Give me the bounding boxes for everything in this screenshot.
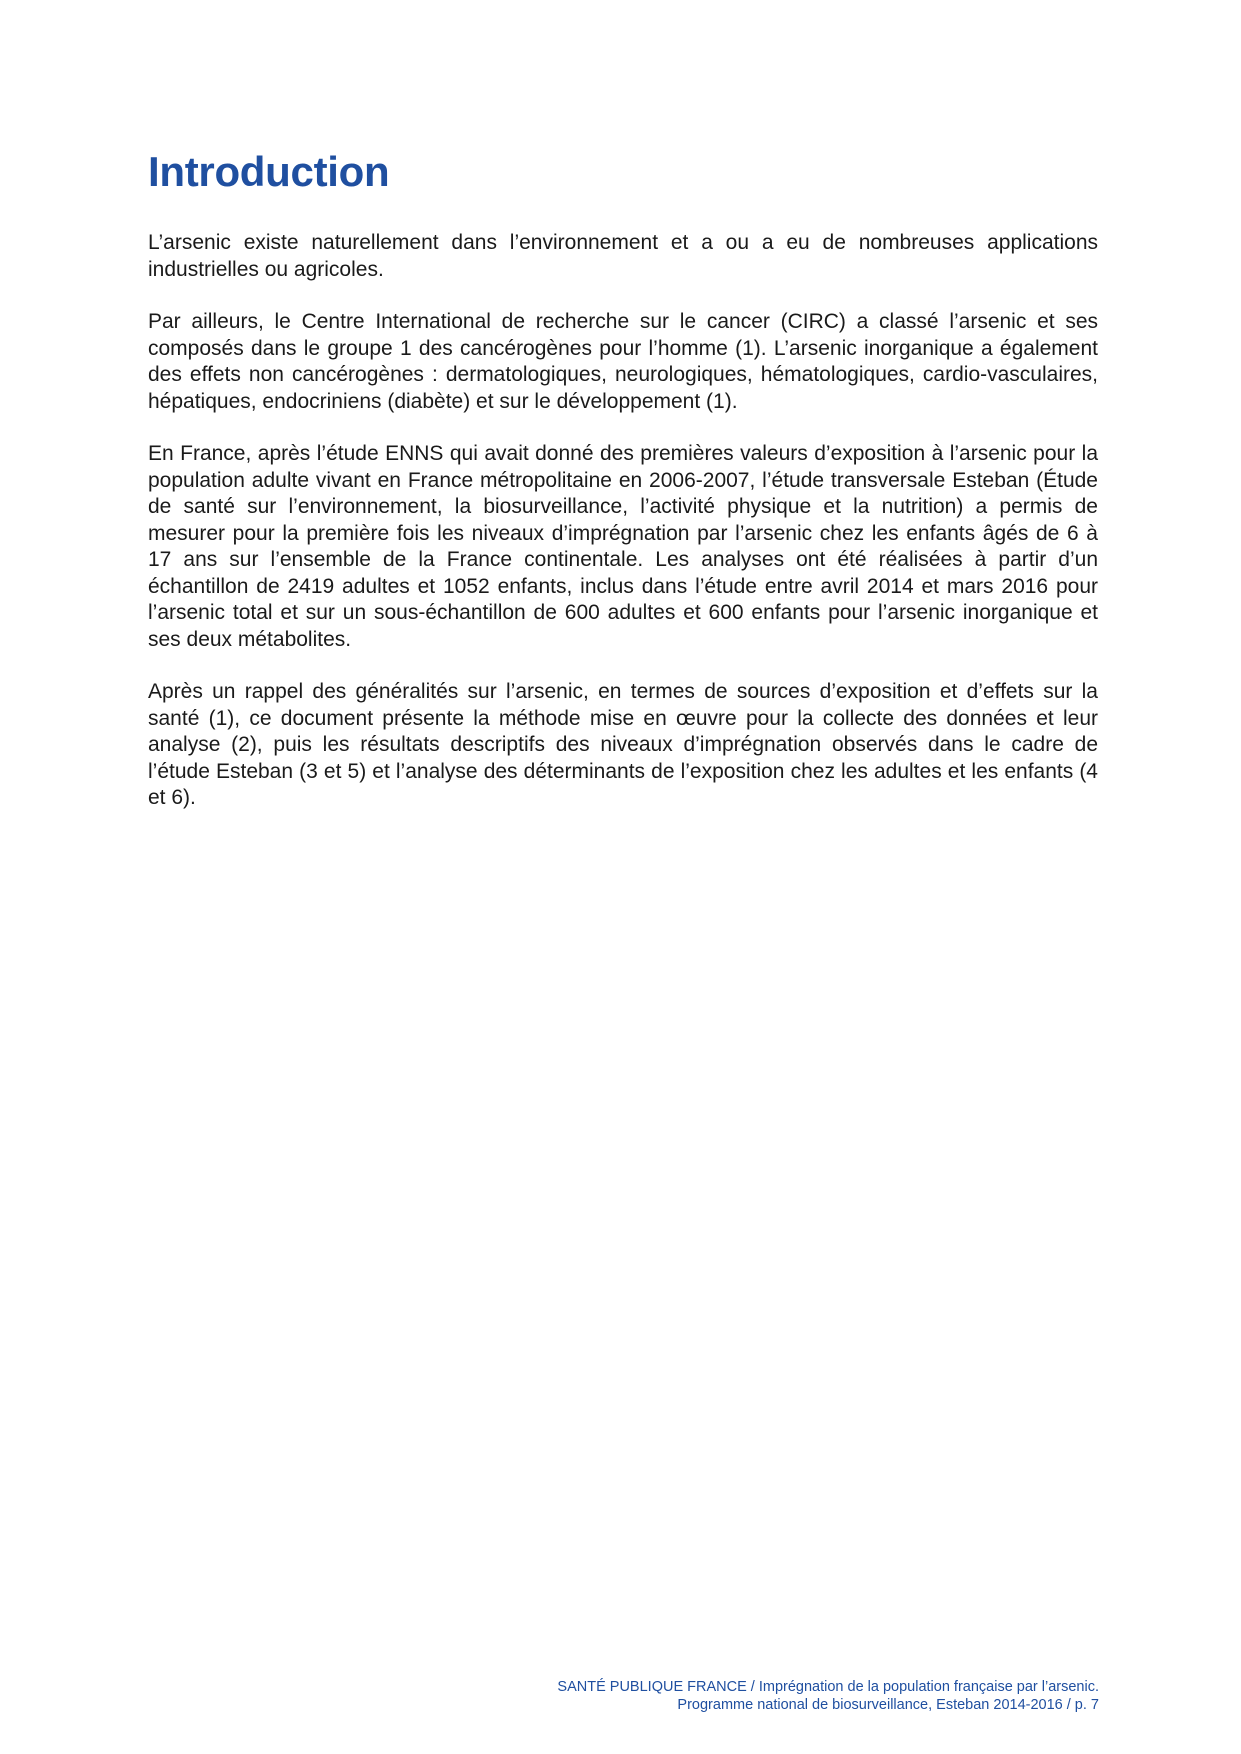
document-body	[148, 230, 1098, 838]
paragraph-1: L’arsenic existe naturellement dans l’environnement et a ou a eu de nombreuses applications industrielles ou agricoles.	[148, 231, 1098, 281]
paragraph-2: Par ailleurs, le Centre International de recherche sur le cancer (CIRC) a classé l’arsenic et ses composés dans le groupe 1 des cancérogènes pour l’homme (1). L’arsenic inorganique a également des effets non cancérogènes : dermatologiques, neurologiques, hématologiques, cardio-vasculaires, hépatiques, endocriniens (diabète) et sur le développement (1).	[148, 310, 1098, 413]
page-title: Introduction	[148, 148, 390, 195]
paragraph-4: Après un rappel des généralités sur l’arsenic, en termes de sources d’exposition et d’effets sur la santé (1), ce document présente la méthode mise en œuvre pour la collecte des données et leur analyse (2), puis les résultats descriptifs des niveaux d’imprégnation observés dans le cadre de l’étude Esteban (3 et 5) et l’analyse des déterminants de l’exposition chez les adultes et les enfants (4 et 6).	[148, 680, 1098, 809]
footer-line-2: Programme national de biosurveillance, Esteban 2014-2016 / p. 7	[677, 1697, 1099, 1713]
footer-line-1: SANTÉ PUBLIQUE FRANCE / Imprégnation de la population française par l’arsenic.	[557, 1679, 1099, 1695]
paragraph-3: En France, après l’étude ENNS qui avait donné des premières valeurs d’exposition à l’arsenic pour la population adulte vivant en France métropolitaine en 2006-2007, l’étude transversale Esteban (Étude de santé sur l’environnement, la biosurveillance, l’activité physique et la nutrition) a permis de mesurer pour la première fois les niveaux d’imprégnation par l’arsenic chez les enfants âgés de 6 à 17 ans sur l’ensemble de la France continentale. Les analyses ont été réalisées à partir d’un échantillon de 2419 adultes et 1052 enfants, inclus dans l’étude entre avril 2014 et mars 2016 pour l’arsenic total et sur un sous-échantillon de 600 adultes et 600 enfants pour l’arsenic inorganique et ses deux métabolites.	[148, 442, 1098, 651]
page-footer	[557, 1678, 1099, 1714]
